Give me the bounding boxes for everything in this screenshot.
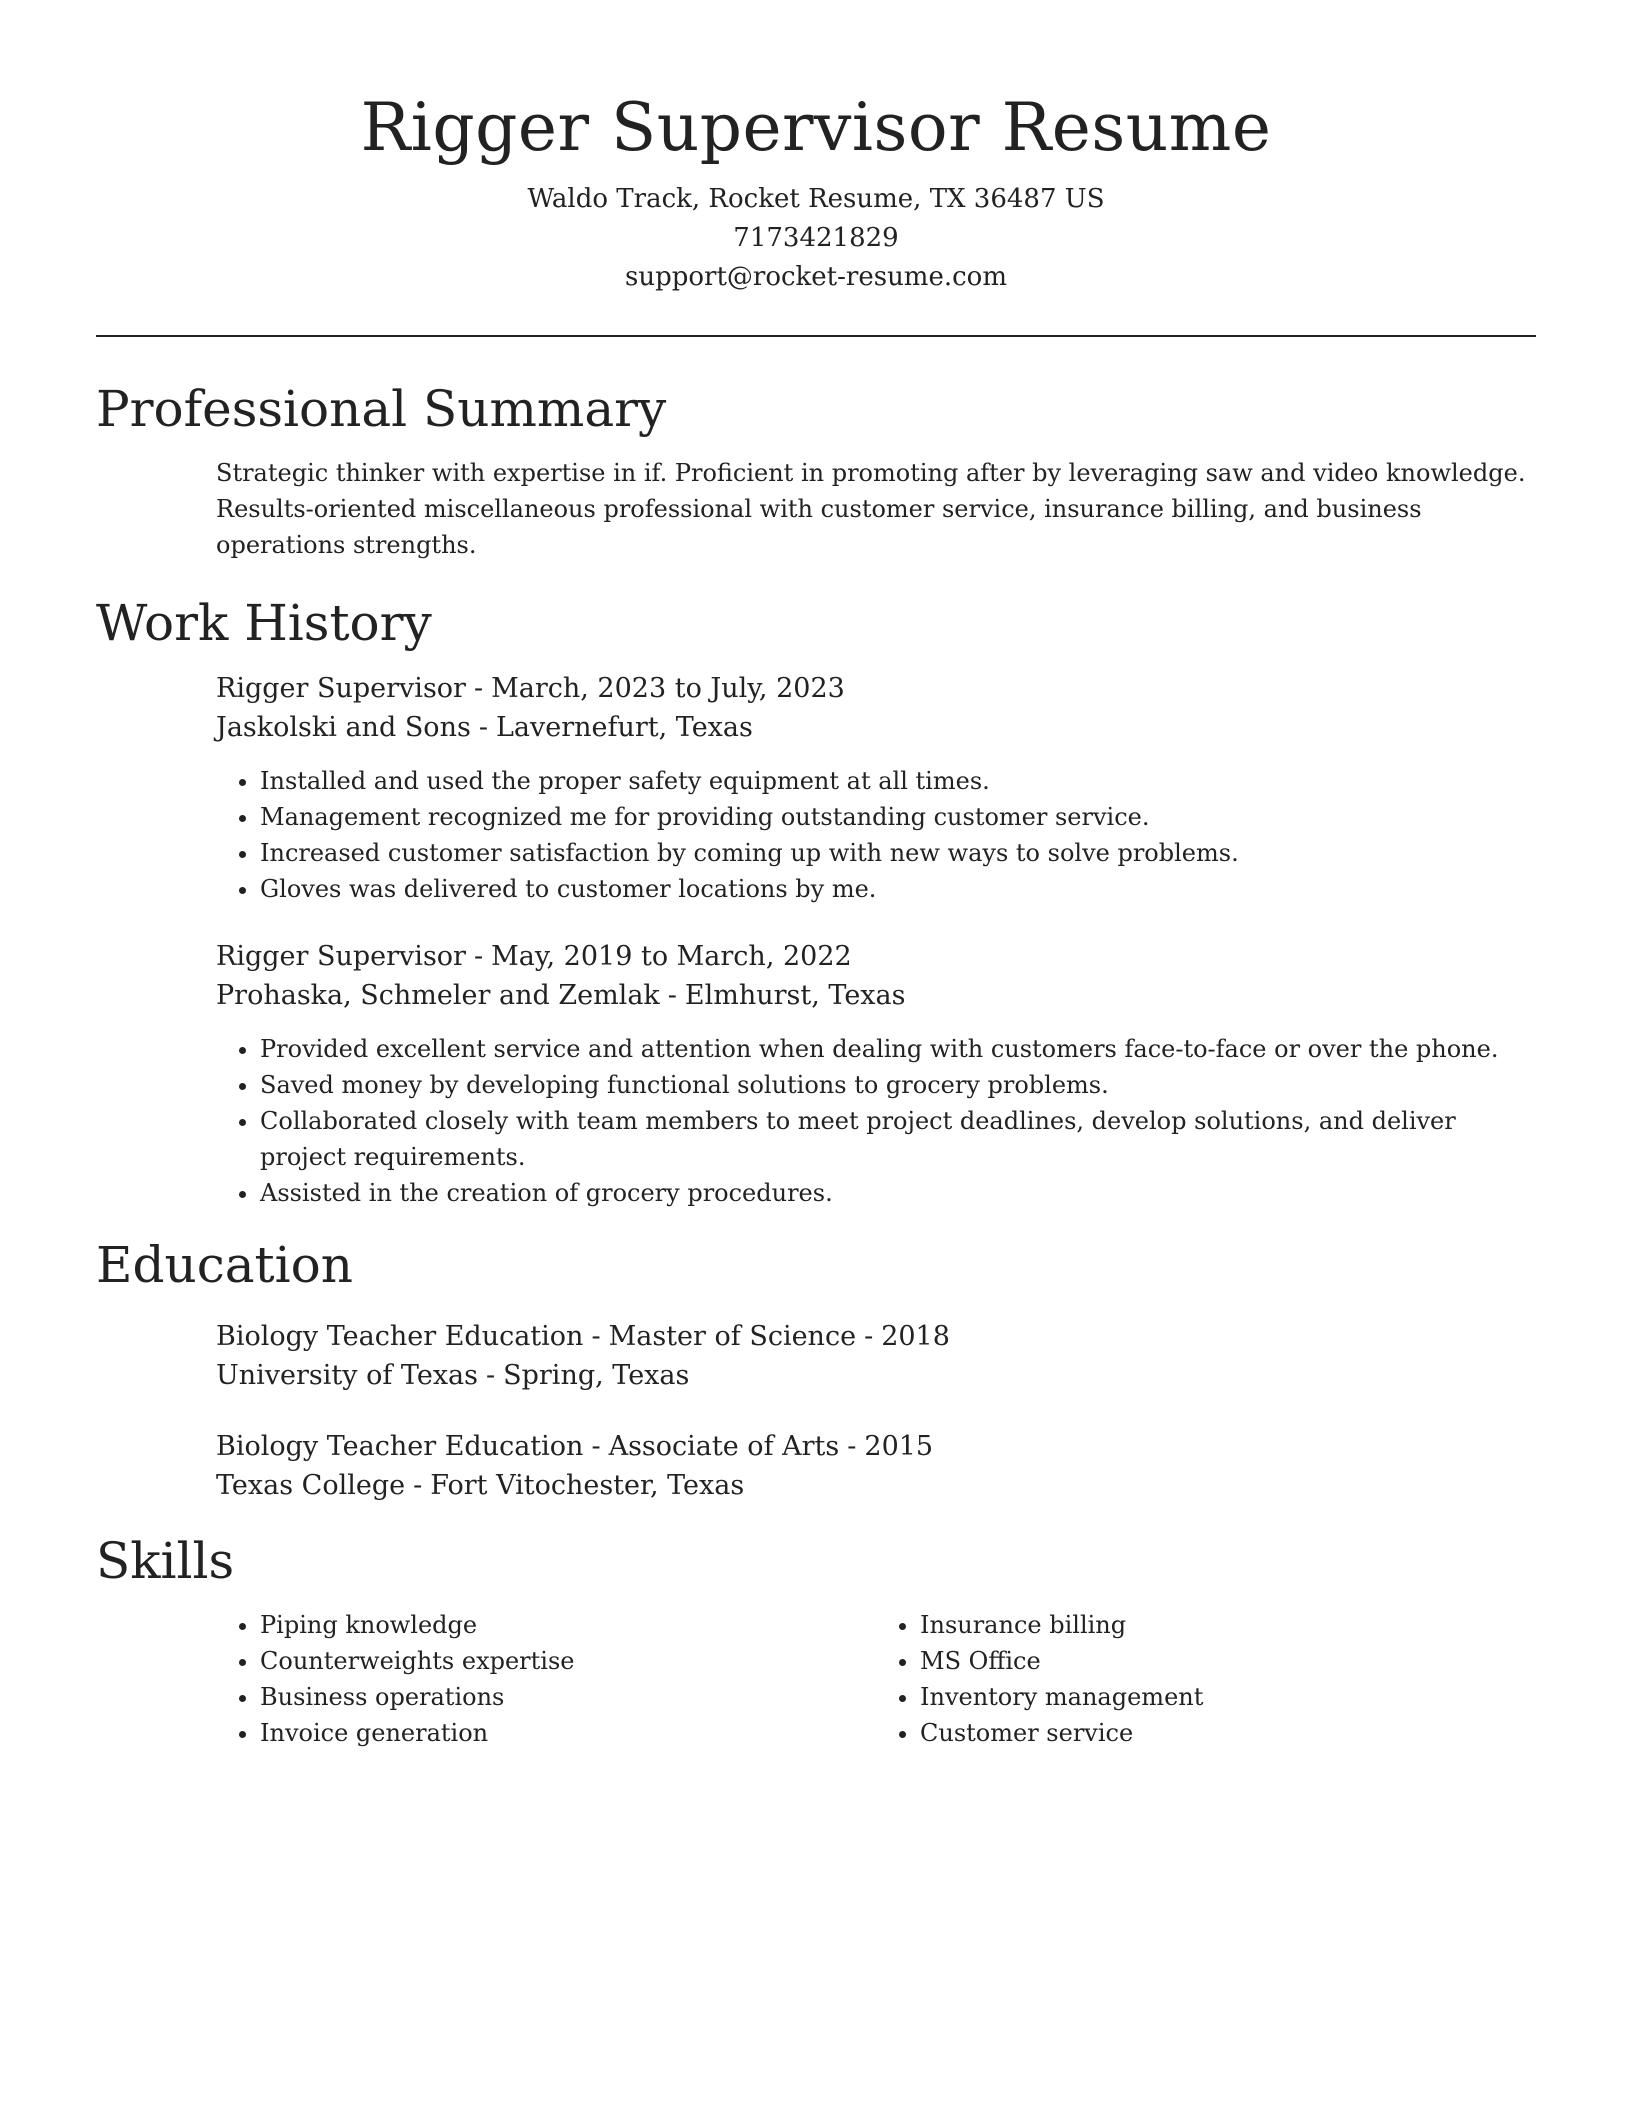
resume-page [96, 0, 1536, 1751]
education-section [216, 1317, 1536, 1505]
skill-item: • Customer service [920, 1715, 1536, 1751]
skills-column-left [216, 1607, 876, 1751]
skill-item: • MS Office [920, 1643, 1536, 1679]
job-title-line: Rigger Supervisor - March, 2023 to July, 2023 [216, 673, 845, 704]
job-dates: May, 2019 to March, 2022 [491, 941, 852, 972]
contact-info [96, 180, 1536, 297]
page-title: Rigger Supervisor Resume [360, 89, 1272, 166]
job-company-line: Prohaska, Schmeler and Zemlak - Elmhurst, Texas [216, 980, 906, 1011]
job-location: Lavernefurt, Texas [495, 712, 753, 743]
education-heading: Education [96, 1236, 353, 1294]
skills-section [216, 1607, 1536, 1751]
resume-header [96, 0, 1536, 297]
school-location: Fort Vitochester, Texas [430, 1470, 745, 1501]
summary-heading: Professional Summary [96, 380, 667, 438]
list-item: • Assisted in the creation of grocery procedures. [260, 1175, 1536, 1211]
skills-grid [216, 1607, 1536, 1751]
contact-email: support@rocket-resume.com [624, 262, 1007, 292]
skill-item: • Piping knowledge [260, 1607, 876, 1643]
list-item: • Installed and used the proper safety equipment at all times. [260, 763, 1536, 799]
contact-address: Waldo Track, Rocket Resume, TX 36487 US [527, 184, 1105, 214]
school-location: Spring, Texas [503, 1360, 690, 1391]
skill-item: • Insurance billing [920, 1607, 1536, 1643]
job-company-line: Jaskolski and Sons - Lavernefurt, Texas [216, 712, 753, 743]
degree-year: 2015 [864, 1431, 934, 1462]
school-line: University of Texas - Spring, Texas [216, 1360, 690, 1391]
list-item: • Collaborated closely with team members to meet project deadlines, develop solutions, and deliver project requirements. [260, 1103, 1536, 1175]
list-item: • Saved money by developing functional solutions to grocery problems. [260, 1067, 1536, 1103]
work-history-section [216, 669, 1536, 1211]
job-entry [216, 937, 1536, 1211]
school-name: Texas College [216, 1470, 406, 1501]
job-company: Jaskolski and Sons [216, 712, 471, 743]
degree-field: Biology Teacher Education [216, 1431, 584, 1462]
job-location: Elmhurst, Texas [684, 980, 906, 1011]
job-title: Rigger Supervisor [216, 673, 466, 704]
list-item: • Management recognized me for providing outstanding customer service. [260, 799, 1536, 835]
job-dates: March, 2023 to July, 2023 [491, 673, 845, 704]
contact-phone: 7173421829 [733, 223, 899, 253]
summary-section [216, 455, 1536, 563]
list-item: • Gloves was delivered to customer locations by me. [260, 871, 1536, 907]
skill-item: • Invoice generation [260, 1715, 876, 1751]
degree-name: Master of Science [608, 1321, 857, 1352]
skill-item: • Inventory management [920, 1679, 1536, 1715]
skill-item: • Counterweights expertise [260, 1643, 876, 1679]
list-item: • Provided excellent service and attention when dealing with customers face-to-face or over the phone. [260, 1031, 1536, 1067]
degree-field: Biology Teacher Education [216, 1321, 584, 1352]
school-name: University of Texas [216, 1360, 478, 1391]
skills-column-right [876, 1607, 1536, 1751]
job-title: Rigger Supervisor [216, 941, 466, 972]
skill-item: • Business operations [260, 1679, 876, 1715]
degree-line: Biology Teacher Education - Master of Science - 2018 [216, 1321, 950, 1352]
list-item: • Increased customer satisfaction by coming up with new ways to solve problems. [260, 835, 1536, 871]
job-bullets [216, 763, 1536, 907]
school-line: Texas College - Fort Vitochester, Texas [216, 1470, 745, 1501]
job-entry [216, 669, 1536, 907]
degree-name: Associate of Arts [608, 1431, 840, 1462]
header-divider [96, 335, 1536, 337]
education-entry [216, 1317, 1536, 1395]
job-company: Prohaska, Schmeler and Zemlak [216, 980, 660, 1011]
job-title-line: Rigger Supervisor - May, 2019 to March, 2022 [216, 941, 852, 972]
skills-heading: Skills [96, 1532, 235, 1590]
degree-line: Biology Teacher Education - Associate of Arts - 2015 [216, 1431, 934, 1462]
job-bullets [216, 1031, 1536, 1211]
education-entry [216, 1427, 1536, 1505]
summary-text: Strategic thinker with expertise in if. Proficient in promoting after by leveraging saw and video knowledge. Results-oriented miscellaneous professional with customer service, insurance billing, and business operations strengths. [216, 459, 1526, 559]
degree-year: 2018 [881, 1321, 950, 1352]
work-history-heading: Work History [96, 594, 432, 652]
